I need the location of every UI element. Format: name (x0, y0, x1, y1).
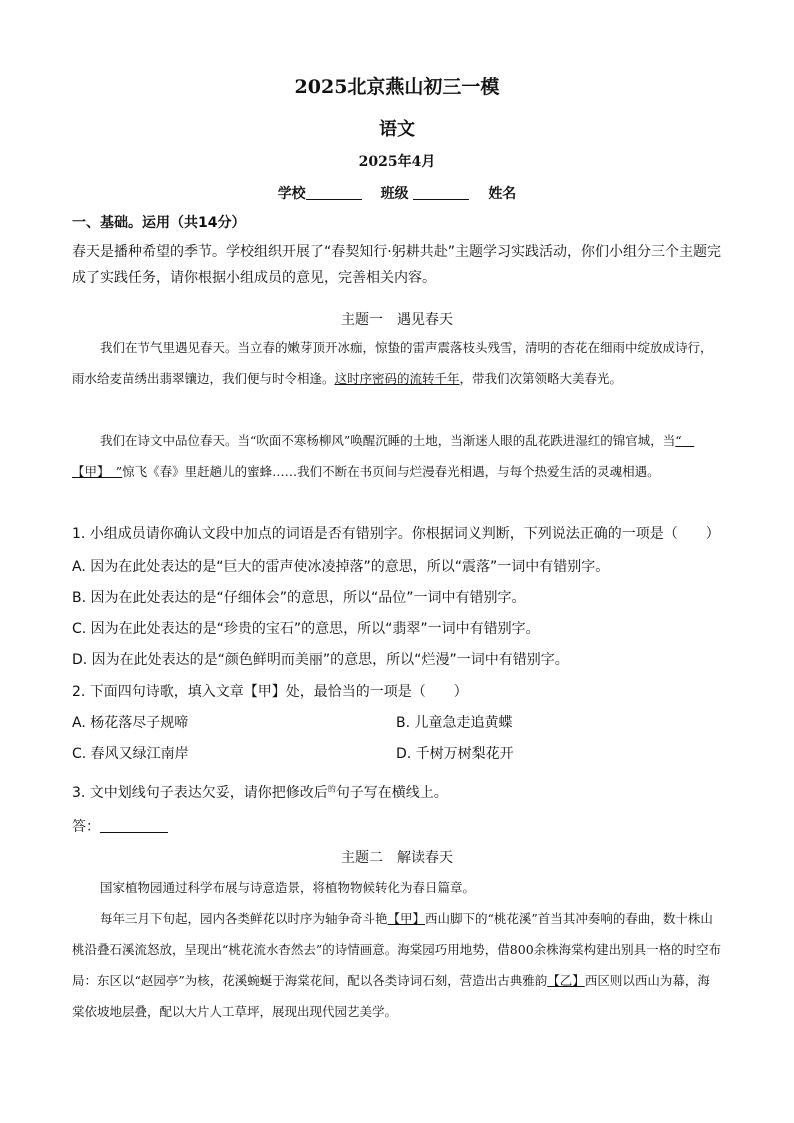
exam-date: 2025年4月 (358, 154, 436, 170)
theme2-p2-middle: 西山脚下的“桃花溪”首当其冲奏响的春曲，数十株山桃沿叠石溪流怒放，呈现出“桃花流水杳然去”的诗情画意。海棠园巧用地势，借800余株海棠构建出别具一格的时空布局：东区以“赵园亭”为核，花溪蜿蜒于海棠花间，配以各类诗词石刻，营造出古典雅韵 (72, 911, 722, 988)
q2-option-c[interactable]: C. 春风又绿江南岸 (72, 746, 189, 762)
theme1-p2-text: 我们在诗文中品位春天。当“吹面不寒杨柳风”唤醒沉睡的土地，当渐迷人眼的乱花跌进湿红的锦官城，当 (100, 433, 676, 448)
question-2: 2. 下面四句诗歌，填入文章【甲】处，最恰当的一项是（ ） (72, 684, 468, 700)
section-intro: 春天是播种希望的季节。学校组织开展了“春契知行·躬耕共赴”主题学习实践活动，你们小组分三个主题完成了实践任务，请你根据小组成员的意见，完善相关内容。 (72, 244, 721, 286)
theme1-paragraph-2 (72, 425, 722, 487)
q1-option-b[interactable]: B. 因为在此处表达的是“仔细体会”的意思，所以“品位”一词中有错别字。 (72, 590, 526, 606)
answer-label: 答： (72, 819, 100, 835)
school-blank[interactable] (306, 185, 362, 200)
answer-line (72, 816, 168, 836)
q3-mark: 的 (327, 784, 336, 794)
theme1-title: 主题一 遇见春天 (341, 312, 453, 328)
q1-option-c[interactable]: C. 因为在此处表达的是“珍贵的宝石”的意思，所以“翡翠”一词中有错别字。 (72, 621, 540, 637)
subject-title: 语文 (379, 119, 415, 140)
q2-option-a[interactable]: A. 杨花落尽子规啼 (72, 715, 189, 731)
theme1-p1-text: 我们在节气里遇见春天。当立春的嫩芽顶开冰痂，惊蛰的雷声震落枝头残雪，清明的杏花在细雨中绽放成诗行，雨水给麦苗绣出翡翠镶边，我们便与时令相逢。 (72, 340, 713, 386)
school-label: 学校 (277, 186, 306, 202)
q3-text: 3. 文中划线句子表达欠妥，请你把修改后 (72, 785, 328, 801)
class-blank[interactable] (413, 185, 469, 200)
theme2-paragraph-2 (72, 903, 722, 1027)
q3-tail: 句子写在横线上。 (335, 785, 448, 801)
theme2-p2-text: 每年三月下旬起，园内各类鲜花以时序为轴争奇斗艳 (100, 911, 388, 926)
q1-option-a[interactable]: A. 因为在此处表达的是“巨大的雷声使冰凌掉落”的意思，所以“震落”一词中有错别字。 (72, 559, 610, 575)
q2-option-b[interactable]: B. 儿童急走追黄蝶 (396, 715, 513, 731)
answer-blank[interactable] (100, 818, 168, 833)
q2-option-d[interactable]: D. 千树万树梨花开 (396, 746, 514, 762)
blank-jia: “ 【甲】 ” (72, 433, 695, 479)
name-label: 姓名 (488, 186, 517, 202)
question-1: 1. 小组成员请你确认文段中加点的词语是否有错别字。你根据词义判断，下列说法正确的一项是（ ） (72, 526, 720, 542)
theme2-p2-tail: 西区则以西山为幕，海棠依坡地层叠，配以大片人工草坪，展现出现代园艺美学。 (72, 973, 710, 1019)
blank-jia-2: 【甲】 (387, 911, 426, 926)
q1-option-d[interactable]: D. 因为在此处表达的是“颜色鲜明而美丽”的意思，所以“烂漫”一词中有错别字。 (72, 652, 569, 668)
underlined-sentence: 这时序密码的流转千年 (334, 371, 460, 386)
theme1-p1-tail: ，带我们次第领略大美春光。 (459, 371, 623, 386)
theme2-paragraph-1: 国家植物园通过科学布展与诗意造景，将植物物候转化为春日篇章。 (100, 880, 476, 895)
blank-yi: 【乙】 (547, 973, 585, 988)
section-heading: 一、基础。运用（共14分） (72, 215, 246, 231)
theme1-p2-tail: 惊飞《春》里赶趟儿的蜜蜂……我们不断在书页间与烂漫春光相遇，与每个热爱生活的灵魂相遇。 (122, 464, 660, 479)
theme2-title: 主题二 解读春天 (341, 850, 453, 866)
class-label: 班级 (380, 186, 409, 202)
theme1-paragraph-1 (72, 332, 722, 394)
question-3 (72, 782, 448, 802)
exam-title: 2025北京燕山初三一模 (294, 76, 500, 98)
student-info-fields (0, 183, 794, 203)
